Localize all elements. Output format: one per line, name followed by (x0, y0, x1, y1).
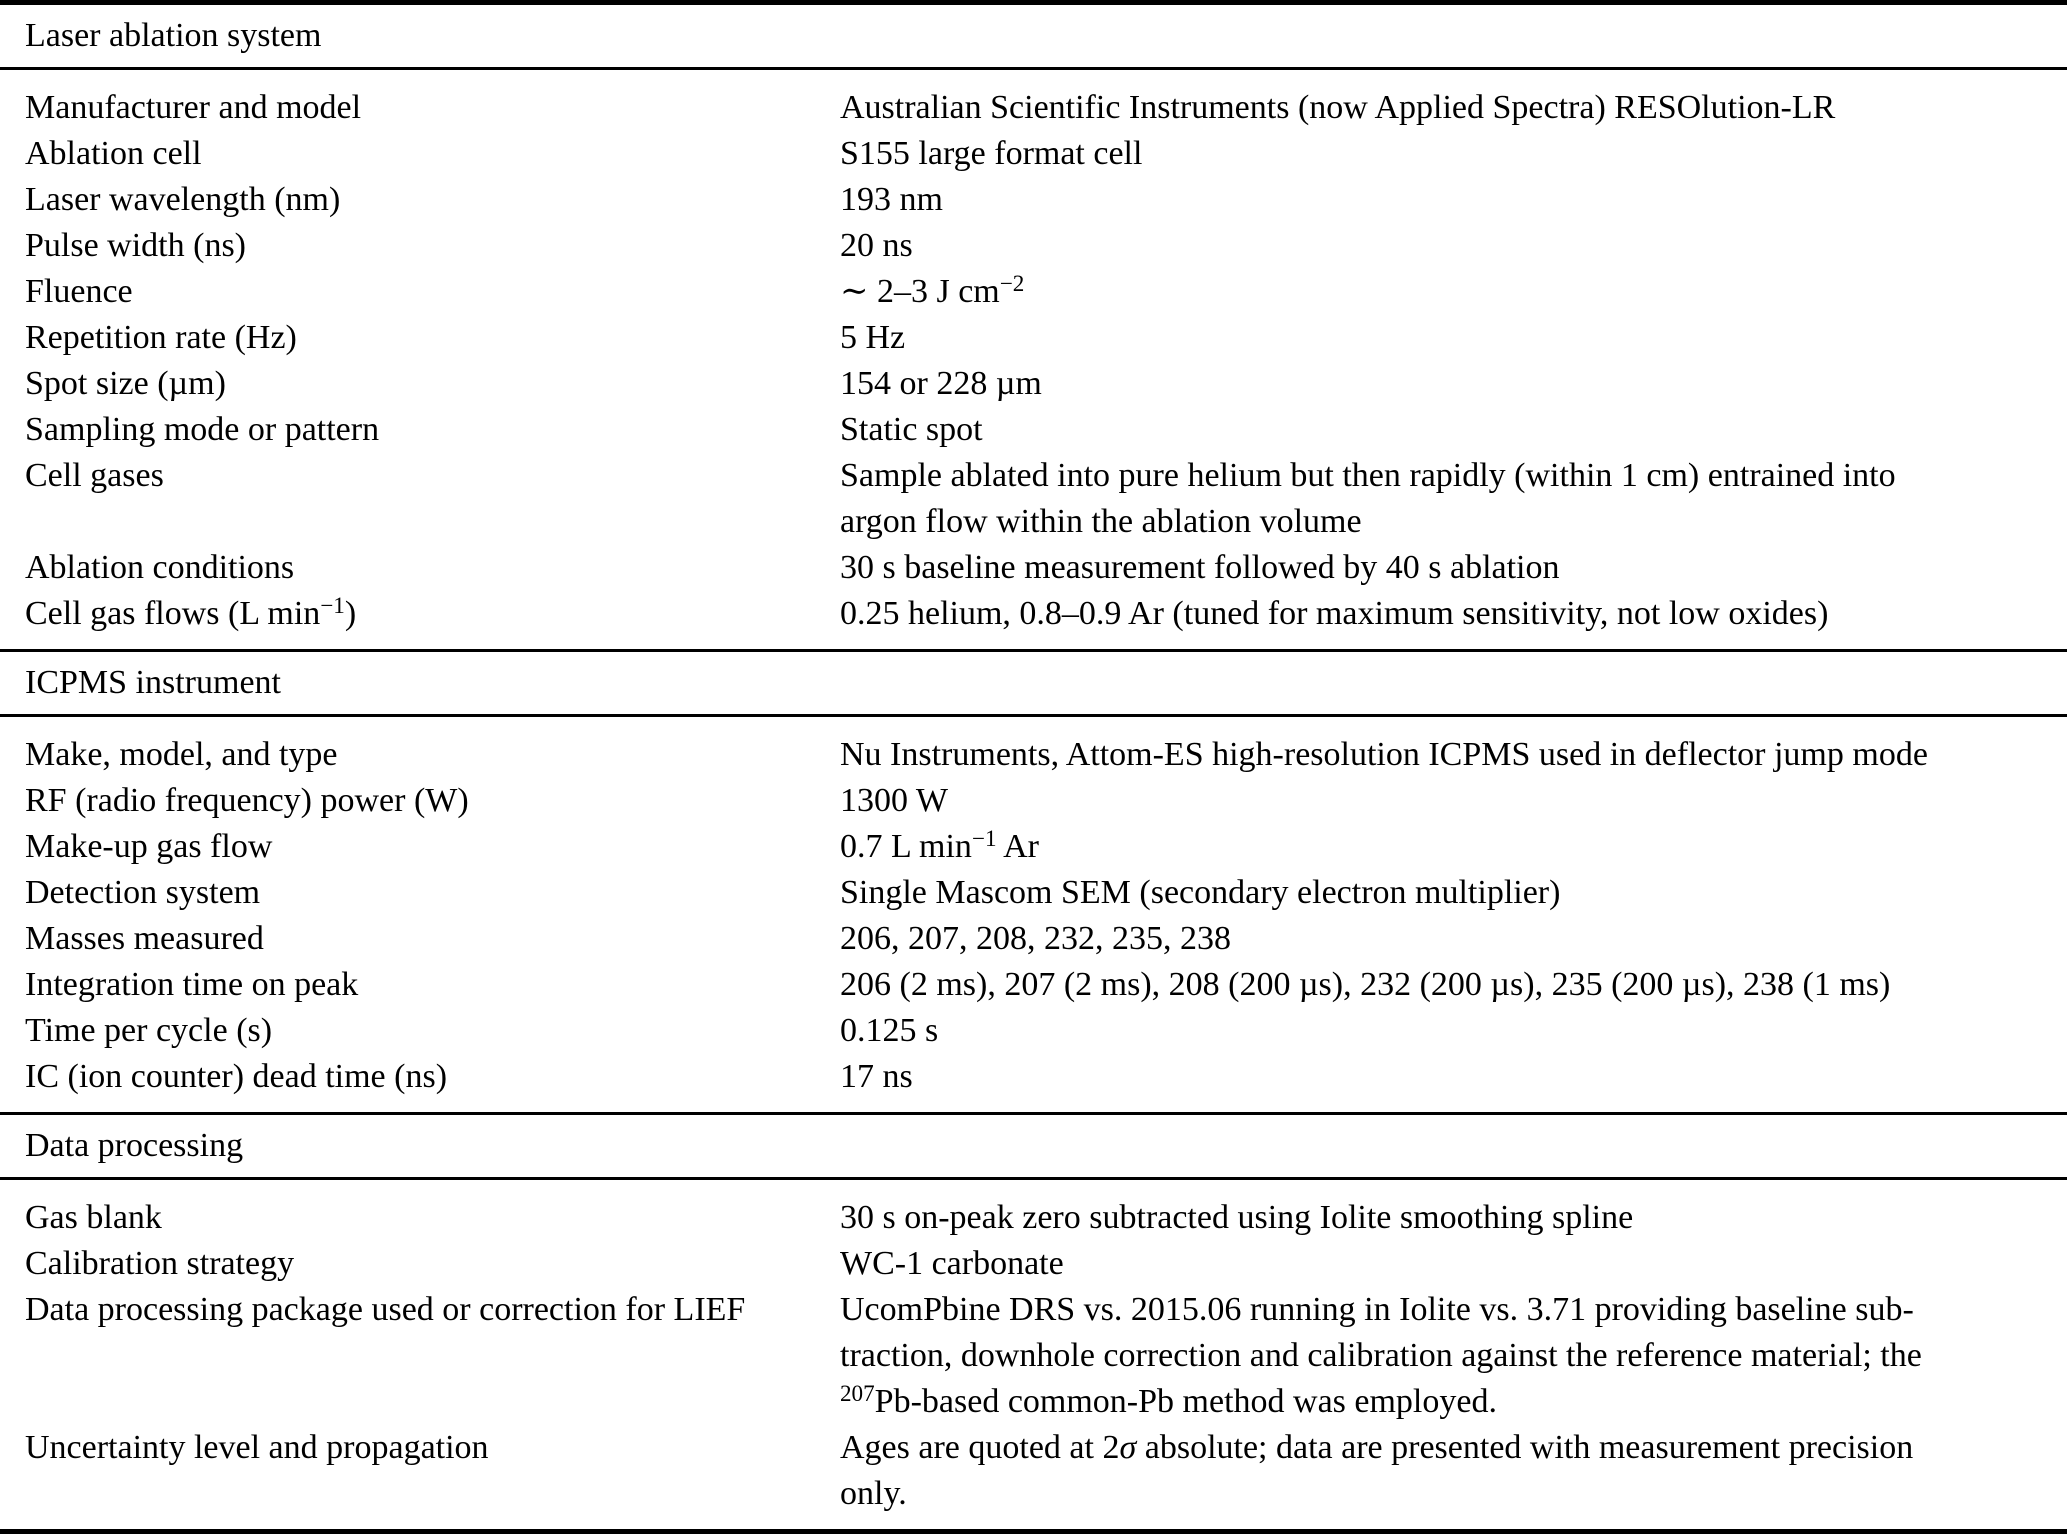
row-label (0, 962, 840, 1008)
text-segment: 30 s on-peak zero subtracted using Iolite smoothing spline (840, 1199, 1634, 1236)
row-value (840, 1008, 2067, 1054)
section-header: Data processing (25, 1127, 244, 1164)
text-segment: 206 (2 ms), 207 (2 ms), 208 (200 µs), 232 (200 µs), 235 (200 µs), 238 (1 ms) (840, 966, 1891, 1003)
text-segment: Cell gases (25, 457, 164, 494)
text-segment: Manufacturer and model (25, 89, 362, 126)
text-segment: Laser wavelength (nm) (25, 181, 341, 218)
row-value (840, 1287, 2067, 1425)
text-segment: 0.25 helium, 0.8–0.9 Ar (tuned for maximum sensitivity, not low oxides) (840, 595, 1829, 632)
table-row (0, 545, 2067, 591)
text-segment: only. (840, 1475, 907, 1512)
row-label (0, 1195, 840, 1241)
table-row (0, 85, 2067, 131)
text-segment: Cell gas flows (L min (25, 595, 321, 632)
table-row (0, 223, 2067, 269)
row-value (840, 315, 2067, 361)
section-header: Laser ablation system (25, 17, 322, 54)
row-value (840, 962, 2067, 1008)
value-line (840, 269, 2067, 315)
text-segment: Ar (996, 828, 1039, 865)
row-label (0, 778, 840, 824)
row-value (840, 269, 2067, 315)
bottom-rule (0, 1529, 2067, 1534)
row-value (840, 1054, 2067, 1100)
table-row (0, 453, 2067, 545)
row-value (840, 361, 2067, 407)
text-segment: Ablation conditions (25, 549, 295, 586)
row-label (0, 870, 840, 916)
text-segment: Fluence (25, 273, 133, 310)
table-row (0, 591, 2067, 637)
table-row (0, 1195, 2067, 1241)
text-segment: Ages are quoted at 2 (840, 1429, 1120, 1466)
text-segment: Sampling mode or pattern (25, 411, 380, 448)
value-line (840, 870, 2067, 916)
table-row (0, 1287, 2067, 1425)
value-line (840, 778, 2067, 824)
value-line (840, 591, 2067, 637)
value-line (840, 916, 2067, 962)
value-line (840, 1195, 2067, 1241)
text-segment: S155 large format cell (840, 135, 1143, 172)
row-value (840, 1195, 2067, 1241)
table-row (0, 824, 2067, 870)
table-row (0, 177, 2067, 223)
row-value (840, 1241, 2067, 1287)
text-segment: Masses measured (25, 920, 264, 957)
section-header: ICPMS instrument (25, 664, 281, 701)
text-segment: Time per cycle (s) (25, 1012, 273, 1049)
value-line (840, 453, 2067, 499)
row-label (0, 916, 840, 962)
row-label (0, 223, 840, 269)
row-value (840, 824, 2067, 870)
table-row (0, 962, 2067, 1008)
text-segment: absolute; data are presented with measurement precision (1136, 1429, 1914, 1466)
text-segment: ∼ 2–3 J cm (840, 273, 1000, 310)
table-row (0, 916, 2067, 962)
text-segment: RF (radio frequency) power (W) (25, 782, 469, 819)
value-line (840, 1241, 2067, 1287)
row-value (840, 732, 2067, 778)
row-value (840, 223, 2067, 269)
row-value (840, 591, 2067, 637)
row-value (840, 85, 2067, 131)
row-label (0, 1425, 840, 1471)
value-line (840, 177, 2067, 223)
row-label (0, 315, 840, 361)
table-row (0, 1008, 2067, 1054)
row-label (0, 269, 840, 315)
text-segment: Pb-based common-Pb method was employed. (874, 1383, 1497, 1420)
text-segment: Australian Scientific Instruments (now Applied Spectra) RESOlution-LR (840, 89, 1836, 126)
value-line (840, 499, 2067, 545)
table-row (0, 131, 2067, 177)
superscript-text: 207 (840, 1380, 875, 1407)
text-segment: ) (344, 595, 357, 632)
text-segment: Pulse width (ns) (25, 227, 246, 264)
row-label (0, 824, 840, 870)
value-line (840, 1379, 2067, 1425)
table-row (0, 732, 2067, 778)
table-row (0, 1241, 2067, 1287)
row-label (0, 85, 840, 131)
text-segment: Static spot (840, 411, 983, 448)
value-line (840, 1471, 2067, 1517)
text-segment: Data processing package used or correction for LIEF (25, 1291, 746, 1328)
value-line (840, 824, 2067, 870)
table-row (0, 407, 2067, 453)
value-line (840, 1425, 2067, 1471)
text-segment: UcomPbine DRS vs. 2015.06 running in Iolite vs. 3.71 providing baseline sub- (840, 1291, 1914, 1328)
table-row (0, 269, 2067, 315)
value-line (840, 962, 2067, 1008)
table-row (0, 1425, 2067, 1517)
table-section (0, 1115, 2067, 1534)
table-section (0, 652, 2067, 1115)
section-rows (0, 70, 2067, 649)
row-label (0, 1008, 840, 1054)
value-line (840, 407, 2067, 453)
table-section (0, 5, 2067, 652)
row-value (840, 545, 2067, 591)
row-label (0, 453, 840, 499)
row-label (0, 407, 840, 453)
value-line (840, 732, 2067, 778)
text-segment: Nu Instruments, Attom-ES high-resolution ICPMS used in deflector jump mode (840, 736, 1928, 773)
value-line (840, 1287, 2067, 1333)
table-sections (0, 5, 2067, 1534)
row-value (840, 778, 2067, 824)
superscript-text: −1 (971, 825, 997, 852)
text-segment: 1300 W (840, 782, 948, 819)
value-line (840, 1333, 2067, 1379)
value-line (840, 1054, 2067, 1100)
table-row (0, 361, 2067, 407)
row-value (840, 453, 2067, 545)
text-segment: 0.125 s (840, 1012, 939, 1049)
row-value (840, 916, 2067, 962)
row-label (0, 1241, 840, 1287)
text-segment: Single Mascom SEM (secondary electron multiplier) (840, 874, 1561, 911)
row-label (0, 131, 840, 177)
table-row (0, 315, 2067, 361)
text-segment: traction, downhole correction and calibration against the reference material; the (840, 1337, 1922, 1374)
superscript-text: −2 (999, 270, 1025, 297)
row-label (0, 1054, 840, 1100)
superscript-text: −1 (320, 592, 345, 619)
text-segment: Ablation cell (25, 135, 202, 172)
value-line (840, 1008, 2067, 1054)
text-segment: 20 ns (840, 227, 913, 264)
value-line (840, 223, 2067, 269)
text-segment: Gas blank (25, 1199, 162, 1236)
row-value (840, 131, 2067, 177)
text-segment: σ (1119, 1429, 1137, 1466)
row-label (0, 1287, 840, 1333)
section-rows (0, 717, 2067, 1112)
text-segment: 30 s baseline measurement followed by 40 s ablation (840, 549, 1560, 586)
row-label (0, 591, 840, 637)
text-segment: Make-up gas flow (25, 828, 273, 865)
text-segment: Spot size (µm) (25, 365, 226, 402)
text-segment: 5 Hz (840, 319, 906, 356)
text-segment: 0.7 L min (840, 828, 972, 865)
value-line (840, 131, 2067, 177)
row-label (0, 177, 840, 223)
text-segment: Detection system (25, 874, 261, 911)
row-value (840, 177, 2067, 223)
table-row (0, 870, 2067, 916)
text-segment: Calibration strategy (25, 1245, 295, 1282)
text-segment: Uncertainty level and propagation (25, 1429, 489, 1466)
section-rows (0, 1180, 2067, 1529)
row-value (840, 870, 2067, 916)
text-segment: Repetition rate (Hz) (25, 319, 297, 356)
row-label (0, 545, 840, 591)
text-segment: Make, model, and type (25, 736, 338, 773)
text-segment: 154 or 228 µm (840, 365, 1042, 402)
text-segment: argon flow within the ablation volume (840, 503, 1362, 540)
value-line (840, 315, 2067, 361)
table-row (0, 778, 2067, 824)
value-line (840, 545, 2067, 591)
text-segment: Sample ablated into pure helium but then rapidly (within 1 cm) entrained into (840, 457, 1896, 494)
row-value (840, 1425, 2067, 1517)
text-segment: Integration time on peak (25, 966, 359, 1003)
row-label (0, 361, 840, 407)
value-line (840, 361, 2067, 407)
value-line (840, 85, 2067, 131)
text-segment: 193 nm (840, 181, 943, 218)
text-segment: WC-1 carbonate (840, 1245, 1064, 1282)
text-segment: 206, 207, 208, 232, 235, 238 (840, 920, 1231, 957)
text-segment: 17 ns (840, 1058, 913, 1095)
row-label (0, 732, 840, 778)
text-segment: IC (ion counter) dead time (ns) (25, 1058, 448, 1095)
table-row (0, 1054, 2067, 1100)
row-value (840, 407, 2067, 453)
